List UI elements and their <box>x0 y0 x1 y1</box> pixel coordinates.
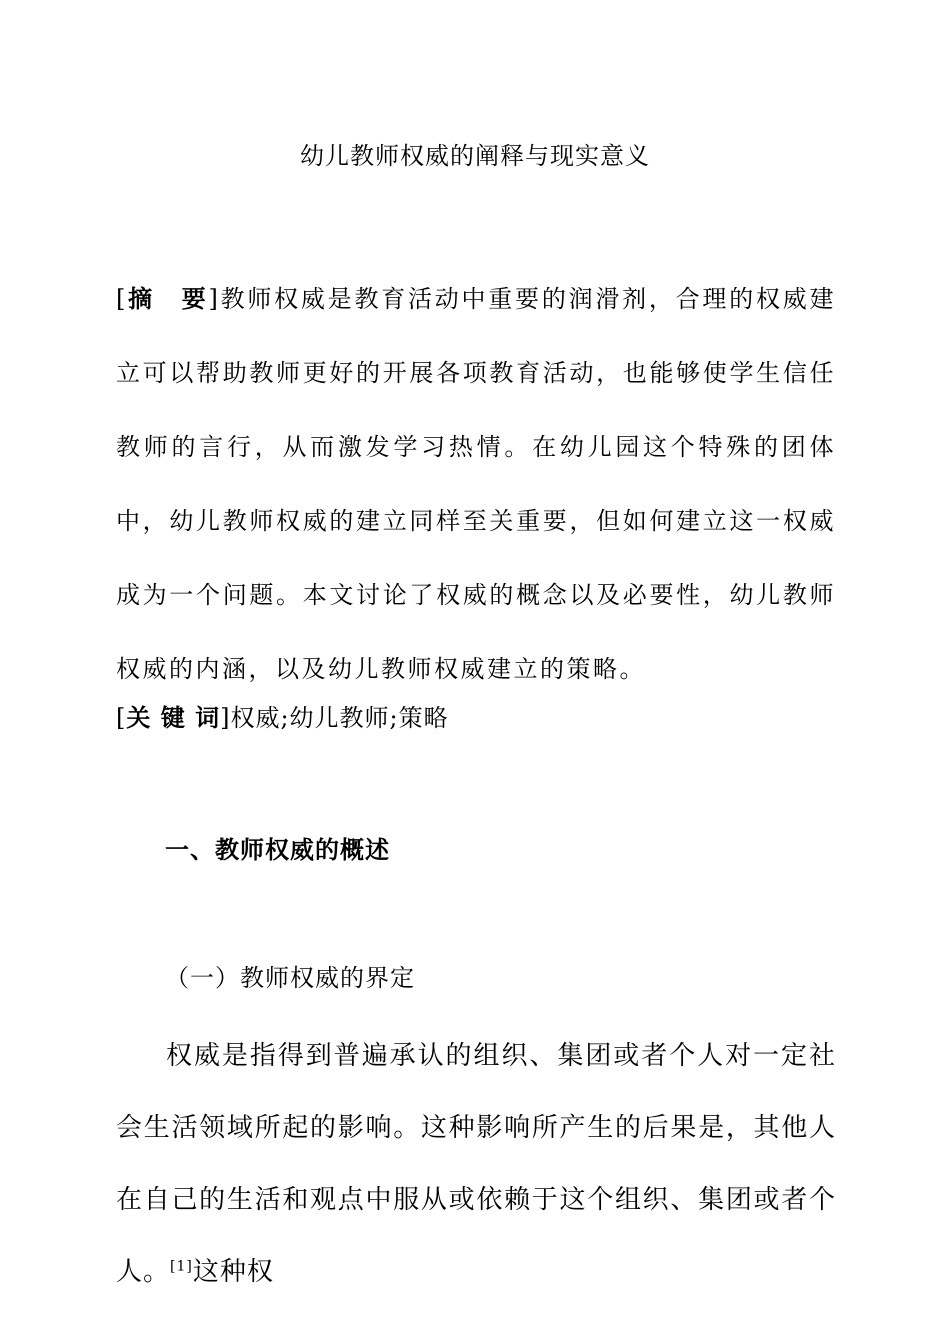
keywords-close-bracket: ] <box>220 704 231 732</box>
citation-marker[interactable]: [1] <box>170 1258 193 1275</box>
subsection-heading: （一）教师权威的界定 <box>165 964 415 992</box>
document-title: 幼儿教师权威的阐释与现实意义 <box>300 142 650 170</box>
abstract-label <box>116 285 220 313</box>
abstract-label-text: 摘 要 <box>127 285 209 313</box>
body-paragraph <box>116 1020 836 1308</box>
keywords-label <box>116 704 230 732</box>
keywords-line <box>116 700 836 736</box>
abstract-close-bracket: ] <box>208 285 221 313</box>
keywords-label-text: 关 键 词 <box>126 704 221 732</box>
keywords-text: 权威;幼儿教师;策略 <box>230 704 449 732</box>
abstract-paragraph <box>116 262 836 706</box>
abstract-open-bracket: [ <box>116 285 128 313</box>
keywords-open-bracket: [ <box>116 704 127 732</box>
abstract-text: 教师权威是教育活动中重要的润滑剂，合理的权威建立可以帮助教师更好的开展各项教育活动，也能够使学生信任教师的言行，从而激发学习热情。在幼儿园这个特殊的团体中，幼儿教师权威的建立同样至关重要，但如何建立这一权威成为一个问题。本文讨论了权威的概念以及必要性，幼儿教师权威的内涵，以及幼儿教师权威建立的策略。 <box>116 285 837 683</box>
body-text: 权威是指得到普遍承认的组织、集团或者个人对一定社会生活领域所起的影响。这种影响所产生的后果是，其他人在自己的生活和观点中服从或依赖于这个组织、集团或者个人。 <box>116 1041 836 1287</box>
body-text-continued: 这种权 <box>192 1257 274 1287</box>
section-heading: 一、教师权威的概述 <box>165 836 390 864</box>
